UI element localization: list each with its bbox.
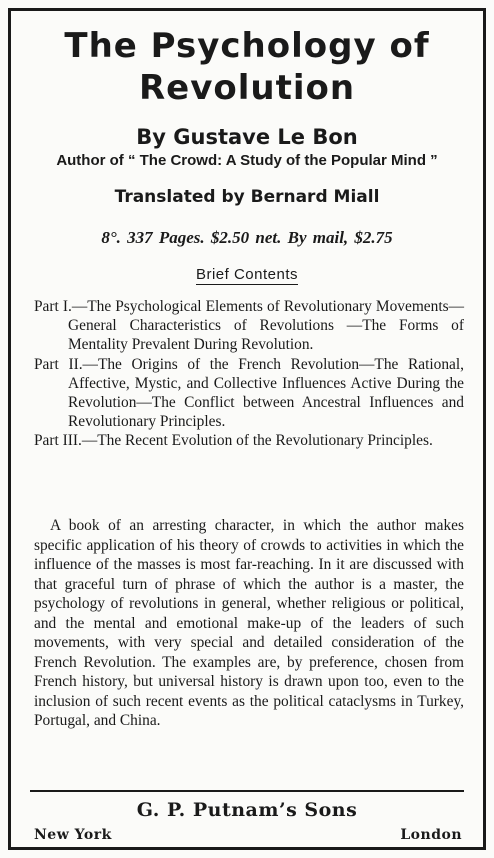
book-title-line-1: The Psychology of — [64, 26, 430, 66]
contents-part-3 — [34, 431, 464, 450]
author-of-line: Author of “ The Crowd: A Study of the Popular Mind ” — [56, 152, 438, 169]
part-text: —The Origins of the French Revolution—The Rational, Affective, Mystic, and Collective Influences Active During the Revolution—The Conflict between Ancestral Influences and Revolutionary Principles. — [68, 355, 464, 431]
part-label: Part II. — [34, 355, 83, 373]
publisher-city-new-york: New York — [34, 827, 112, 843]
contents-part-1 — [34, 297, 464, 355]
part-label: Part III. — [34, 432, 82, 450]
publisher-name: G. P. Putnam’s Sons — [136, 799, 358, 821]
book-description: A book of an arresting character, in which the author makes specific application of his theory of crowds to activities in which the influence of the masses is most far-reaching. In it are discussed with that graceful turn of phrase of which the author is a master, the psychology of revolutions in general, whether religious or political, and the mental and emotional make-up of the leaders of such movements, with very special and detailed consideration of the French Revolution. The examples are, by preference, chosen from French history, but universal history is drawn upon too, even to the inclusion of such recent events as the political cataclysms in Turkey, Portugal, and China. — [34, 517, 464, 729]
part-text: —The Psychological Elements of Revolutionary Movements—General Characteristics of Revolutions —The Forms of Mentality Prevalent During Revolution. — [68, 298, 464, 354]
book-title-line-2: Revolution — [138, 68, 356, 108]
publisher-city-london: London — [400, 827, 462, 843]
contents-part-2 — [34, 355, 464, 432]
brief-contents-label: Brief Contents — [195, 266, 299, 283]
contents-list — [34, 297, 464, 451]
footer-divider — [30, 790, 464, 792]
part-text: —The Recent Evolution of the Revolutionary Principles. — [81, 432, 433, 450]
price-line: 8°. 337 Pages. $2.50 net. By mail, $2.75 — [101, 228, 393, 247]
brief-contents-heading — [0, 264, 494, 286]
author-line: By Gustave Le Bon — [136, 125, 358, 149]
translator-line: Translated by Bernard Miall — [114, 187, 380, 207]
part-label: Part I. — [34, 298, 72, 315]
